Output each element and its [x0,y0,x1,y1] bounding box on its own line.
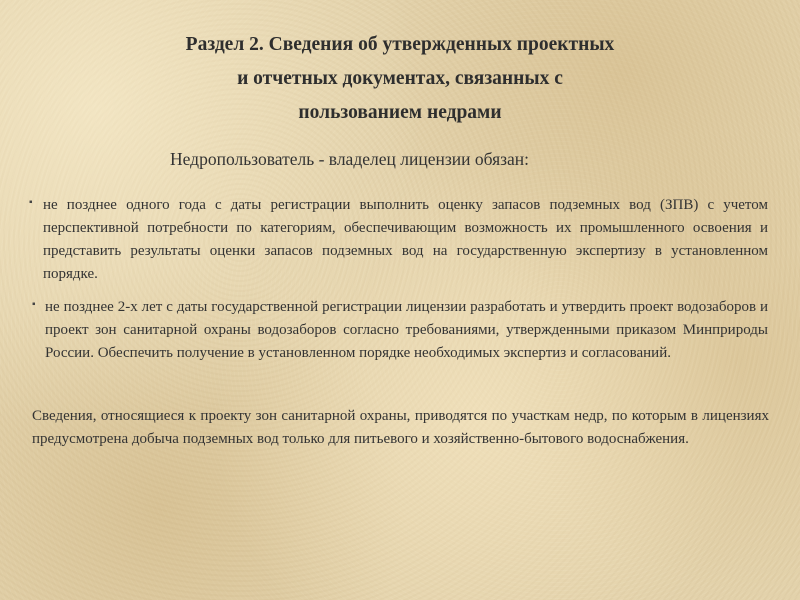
list-item-text: не позднее одного года с даты регистрации выполнить оценку запасов подземных вод (ЗПВ) с учетом перспективной потребности по категориям, обеспечивающим возможность их промышленного освоения и представить результаты оценки запасов подземных вод на государственную экспертизу в установленном порядке. [43,197,768,282]
slide-title-line-3: пользованием недрами [298,102,502,123]
slide-title-line-2: и отчетных документах, связанных с [237,68,563,89]
square-bullet-icon: ▪ [32,299,36,310]
sanitary-zone-note: Сведения, относящиеся к проекту зон санитарной охраны, приводятся по участкам недр, по которым в лицензиях предусмотрена добыча подземных вод только для питьевого и хозяйственно-бытового водоснабжения. [32,408,769,447]
slide-title-line-1: Раздел 2. Сведения об утвержденных проектных [185,34,615,55]
list-item [0,296,800,365]
obligations-list [0,194,800,375]
slide-title [100,28,700,130]
list-item-text: не позднее 2-х лет с даты государственной регистрации лицензии разработать и утвердить проект водозаборов и проект зон санитарной охраны водозаборов согласно требованиями, утвержденными приказом Минприроды России. Обеспечить получение в установленном порядке необходимых экспертиз и согласований. [45,299,768,361]
list-item [0,194,800,286]
obligations-heading: Недропользователь - владелец лицензии обязан: [170,149,530,169]
square-bullet-icon: ▪ [29,197,33,208]
